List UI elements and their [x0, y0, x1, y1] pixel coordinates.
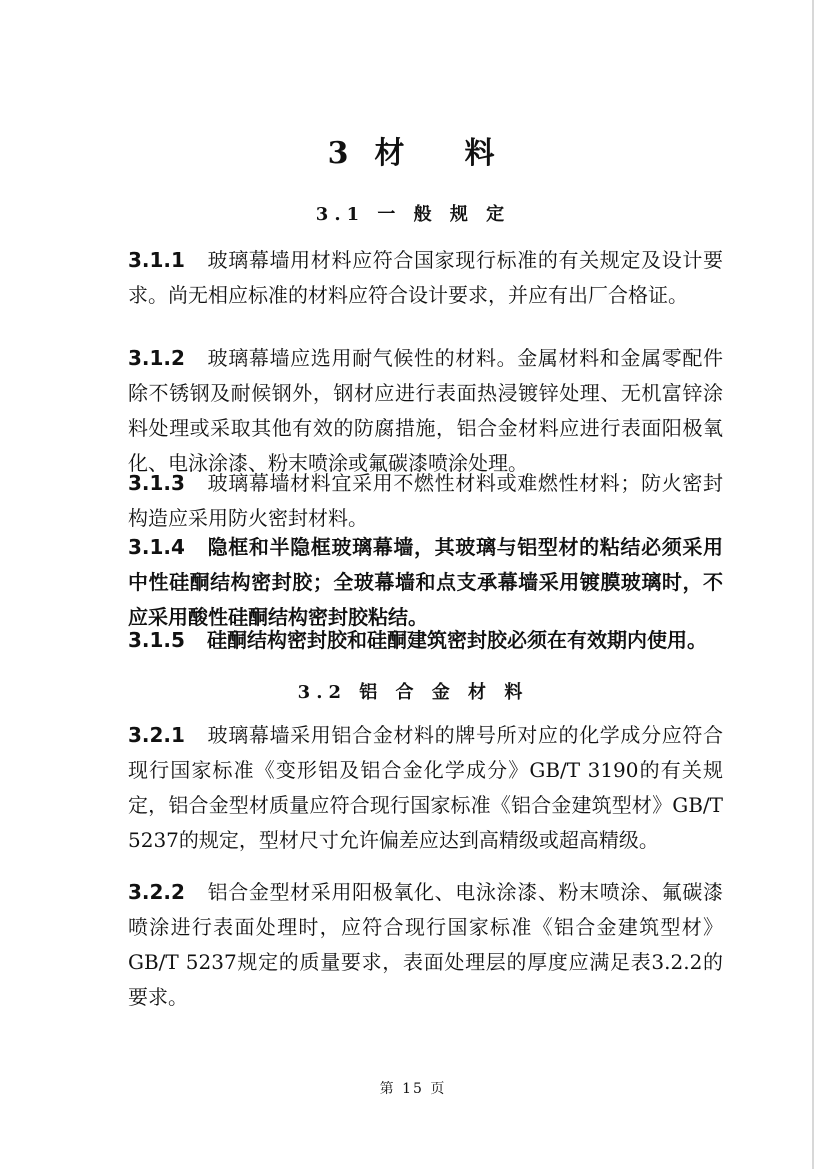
clause-3-1-1	[128, 243, 723, 313]
section-heading-3-2: 3.2 铝 合 金 材 料	[297, 682, 529, 703]
clause-text: 玻璃幕墙材料宜采用不燃性材料或难燃性材料；防火密封构造应采用防火密封材料。	[128, 471, 723, 530]
clause-3-1-5	[128, 623, 723, 658]
clause-text: 玻璃幕墙用材料应符合国家现行标准的有关规定及设计要求。尚无相应标准的材料应符合设计要求，并应有出厂合格证。	[128, 248, 723, 307]
clause-number: 3.1.2	[128, 346, 185, 370]
chapter-number: 3	[327, 136, 353, 171]
clause-text: 玻璃幕墙采用铝合金材料的牌号所对应的化学成分应符合现行国家标准《变形铝及铝合金化学成分》GB/T 3190的有关规定，铝合金型材质量应符合现行国家标准《铝合金建筑型材》GB/T 5237的规定，型材尺寸允许偏差应达到高精级或超高精级。	[128, 723, 723, 852]
chapter-title-part2: 料	[464, 136, 499, 171]
chapter-title	[0, 128, 826, 172]
clause-number: 3.1.3	[128, 471, 185, 495]
clause-text: 玻璃幕墙应选用耐气候性的材料。金属材料和金属零配件除不锈钢及耐候钢外，钢材应进行表面热浸镀锌处理、无机富锌涂料处理或采取其他有效的防腐措施，铝合金材料应进行表面阳极氧化、电泳涂漆、粉末喷涂或氟碳漆喷涂处理。	[128, 346, 723, 475]
clause-3-1-4	[128, 530, 723, 635]
clause-number: 3.1.4	[128, 535, 185, 559]
clause-3-1-2	[128, 341, 723, 481]
chapter-title-part1: 材	[374, 136, 409, 171]
clause-3-1-3	[128, 466, 723, 536]
clause-text: 隐框和半隐框玻璃幕墙，其玻璃与铝型材的粘结必须采用中性硅酮结构密封胶；全玻幕墙和点支承幕墙采用镀膜玻璃时，不应采用酸性硅酮结构密封胶粘结。	[128, 535, 723, 629]
clause-number: 3.2.2	[128, 880, 185, 904]
clause-3-2-2	[128, 875, 723, 1015]
page-edge-line	[812, 0, 814, 1169]
page-number: 第 15 页	[379, 1081, 447, 1097]
clause-number: 3.1.1	[128, 248, 185, 272]
clause-number: 3.1.5	[128, 628, 185, 652]
clause-text: 铝合金型材采用阳极氧化、电泳涂漆、粉末喷涂、氟碳漆喷涂进行表面处理时，应符合现行国家标准《铝合金建筑型材》GB/T 5237规定的质量要求，表面处理层的厚度应满足表3.2.2的要求。	[128, 880, 723, 1009]
clause-3-2-1	[128, 718, 723, 858]
clause-number: 3.2.1	[128, 723, 185, 747]
clause-text: 硅酮结构密封胶和硅酮建筑密封胶必须在有效期内使用。	[206, 628, 707, 652]
section-heading-3-1: 3.1 一 般 规 定	[315, 204, 511, 225]
